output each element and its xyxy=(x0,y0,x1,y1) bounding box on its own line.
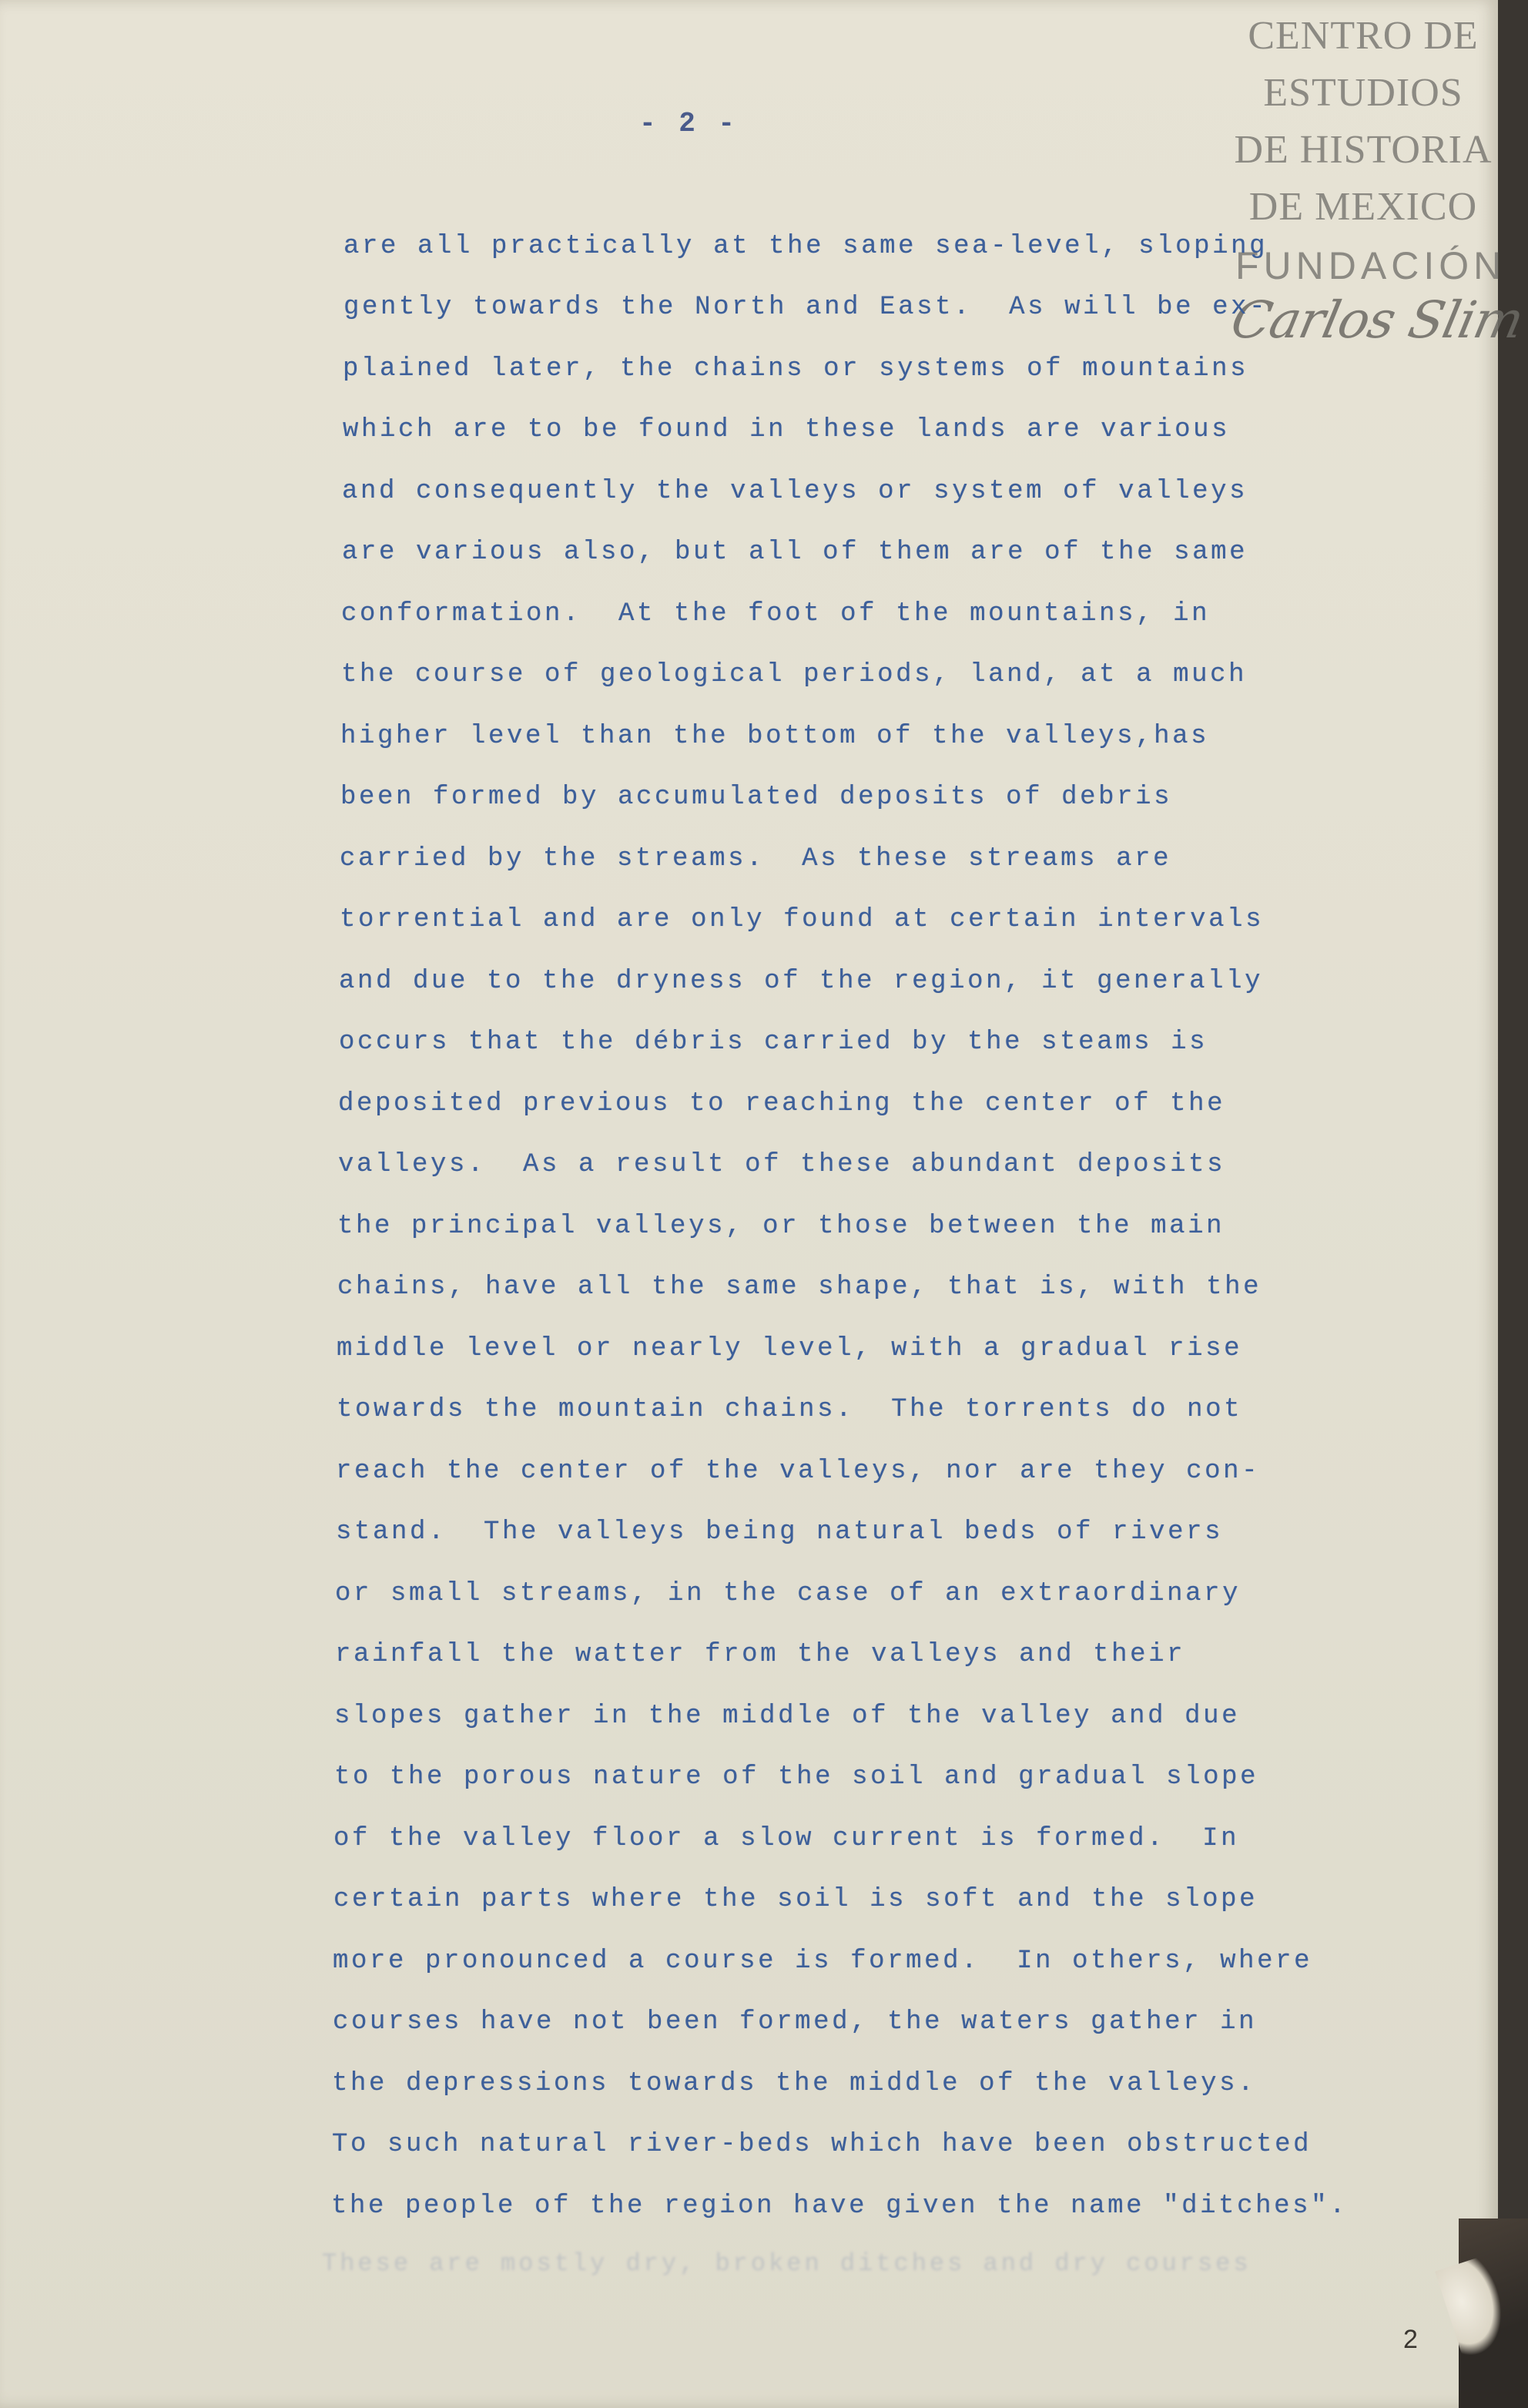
text-line: valleys. As a result of these abundant deposits xyxy=(338,1150,1226,1179)
faint-bleed-through-line: These are mostly dry, broken ditches and dry courses xyxy=(322,2249,1252,2278)
text-line: and due to the dryness of the region, it generally xyxy=(339,967,1264,996)
text-line: slopes gather in the middle of the valley and due xyxy=(334,1702,1241,1731)
text-line: occurs that the débris carried by the steams is xyxy=(339,1028,1208,1057)
text-line: the principal valleys, or those between the main xyxy=(337,1212,1225,1241)
text-line: the people of the region have given the name "ditches". xyxy=(331,2192,1349,2221)
text-line: which are to be found in these lands are various xyxy=(343,415,1231,444)
text-line: To such natural river-beds which have been obstructed xyxy=(332,2130,1312,2159)
text-line: conformation. At the foot of the mountains, in xyxy=(341,599,1211,629)
text-line: chains, have all the same shape, that is, with the xyxy=(337,1273,1262,1302)
stamp-line-4: DE MEXICO xyxy=(1248,185,1478,229)
stamp-signature: Carlos Slim xyxy=(1225,290,1528,350)
text-line: higher level than the bottom of the valleys,has xyxy=(340,722,1210,751)
text-line: towards the mountain chains. The torrents do not xyxy=(337,1395,1243,1424)
text-line: of the valley floor a slow current is formed. In xyxy=(333,1824,1240,1853)
text-line: deposited previous to reaching the center of the xyxy=(338,1089,1226,1118)
text-line: plained later, the chains or systems of mountains xyxy=(343,354,1249,384)
archive-stamp xyxy=(1225,8,1528,385)
text-line: reach the center of the valleys, nor are they con- xyxy=(336,1457,1261,1486)
text-line: are various also, but all of them are of the same xyxy=(342,538,1248,567)
corner-page-number: 2 xyxy=(1403,2325,1418,2354)
text-line: middle level or nearly level, with a gradual rise xyxy=(337,1334,1243,1363)
text-line: torrential and are only found at certain intervals xyxy=(340,905,1265,934)
text-line: been formed by accumulated deposits of debris xyxy=(340,783,1173,812)
stamp-line-2: ESTUDIOS xyxy=(1263,71,1463,115)
text-line: courses have not been formed, the waters gather in xyxy=(333,2007,1258,2037)
text-line: gently towards the North and East. As will be ex- xyxy=(343,293,1268,322)
text-line: carried by the streams. As these streams are xyxy=(340,844,1172,874)
text-line: the course of geological periods, land, at a much xyxy=(341,660,1248,689)
text-line: the depressions towards the middle of the valleys. xyxy=(332,2069,1257,2098)
text-line: more pronounced a course is formed. In others, where xyxy=(333,1947,1313,1976)
text-line: and consequently the valleys or system of valleys xyxy=(342,477,1248,506)
text-line: stand. The valleys being natural beds of rivers xyxy=(336,1518,1224,1547)
text-line: to the porous nature of the soil and gradual slope xyxy=(334,1762,1259,1792)
text-line: are all practically at the same sea-level, sloping xyxy=(343,232,1268,261)
page-number-header: - 2 - xyxy=(639,108,739,139)
stamp-foundation: FUNDACIÓN xyxy=(1235,244,1506,287)
text-line: certain parts where the soil is soft and the slope xyxy=(333,1885,1258,1914)
text-line: rainfall the watter from the valleys and their xyxy=(335,1640,1186,1669)
stamp-line-3: DE HISTORIA xyxy=(1234,128,1493,172)
stamp-line-1: CENTRO DE xyxy=(1248,14,1479,58)
text-line: or small streams, in the case of an extraordinary xyxy=(335,1579,1242,1608)
